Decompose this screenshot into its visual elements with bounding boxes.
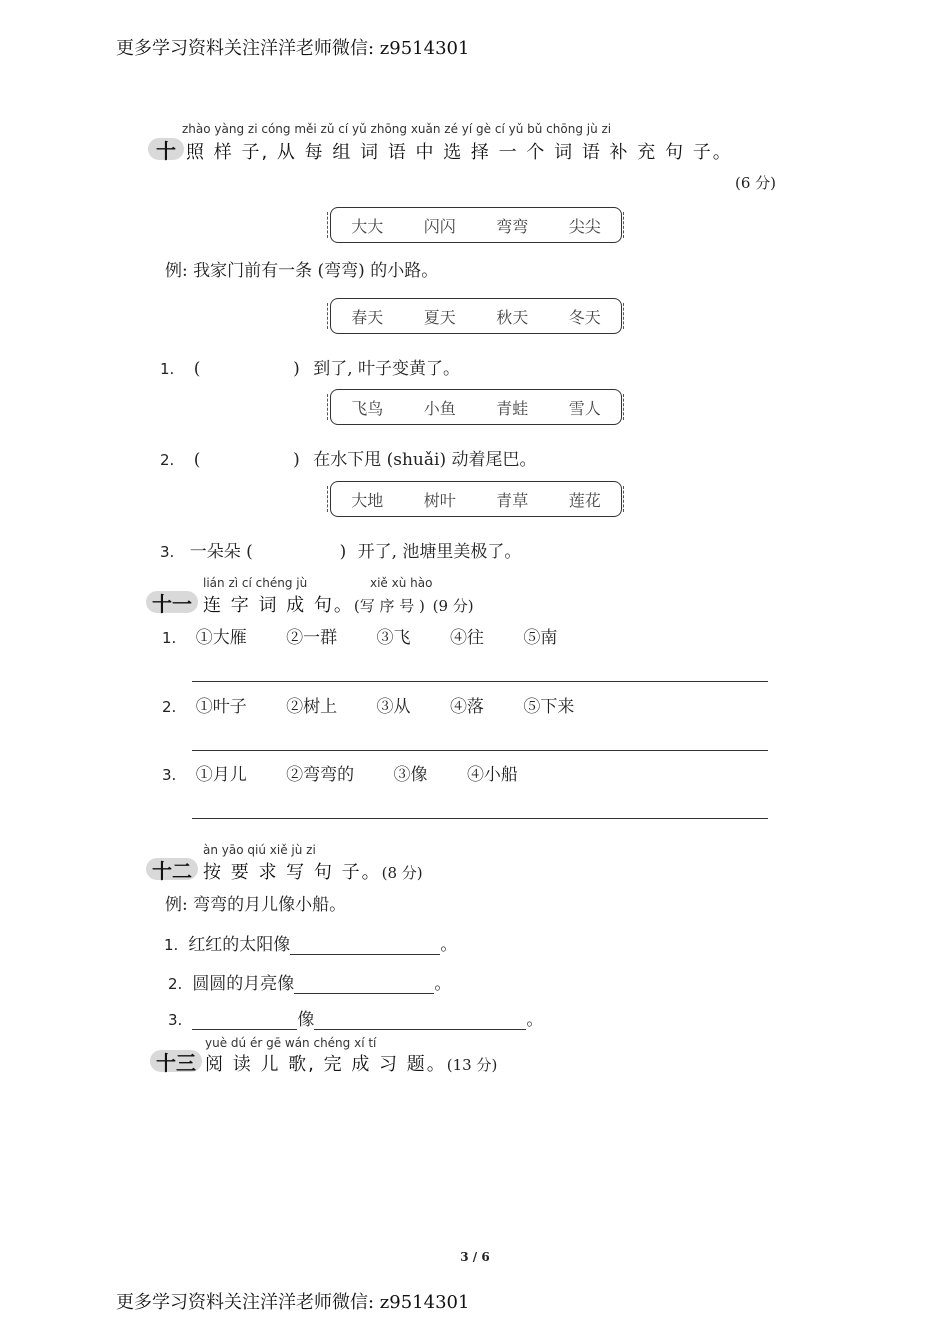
word-option: 闪闪 bbox=[423, 216, 456, 236]
section12-question-2: 2. 圆圆的月亮像 。 bbox=[168, 974, 452, 994]
word-option: 弯弯 bbox=[496, 216, 529, 236]
section12-badge: 十二 bbox=[146, 858, 198, 880]
footer-note: 更多学习资料关注洋洋老师微信: z9514301 bbox=[116, 1292, 470, 1313]
word-option: 冬天 bbox=[568, 307, 601, 327]
answer-blank[interactable] bbox=[294, 975, 434, 994]
word-box-3 bbox=[330, 481, 622, 517]
section12-title: 按 要 求 写 句 子。(8 分) bbox=[203, 862, 423, 883]
section11-badge: 十一 bbox=[146, 591, 198, 613]
section11-pinyin-b: xiě xù hào bbox=[370, 576, 433, 590]
section10-question-2: 2. ( ) 在水下甩 (shuǎi) 动着尾巴。 bbox=[160, 450, 537, 470]
section13-badge: 十三 bbox=[150, 1050, 202, 1072]
question-number: 1. bbox=[160, 360, 175, 378]
section11-question-1: 1. ①大雁 ②一群 ③飞 ④往 ⑤南 bbox=[162, 628, 558, 648]
answer-line-3[interactable] bbox=[192, 818, 768, 819]
word-option: 秋天 bbox=[496, 307, 529, 327]
section10-question-3: 3. 一朵朵 ( ) 开了, 池塘里美极了。 bbox=[160, 542, 522, 562]
answer-blank[interactable] bbox=[290, 936, 440, 955]
section10-score: (6 分) bbox=[735, 174, 777, 192]
section12-example: 例: 弯弯的月儿像小船。 bbox=[165, 895, 347, 915]
question-number: 3. bbox=[160, 543, 175, 561]
section13-title: 阅 读 儿 歌, 完 成 习 题。(13 分) bbox=[205, 1054, 498, 1075]
word-option: 青草 bbox=[496, 490, 529, 510]
word-option: 青蛙 bbox=[496, 398, 529, 418]
word-option: 飞鸟 bbox=[351, 398, 384, 418]
section11-title: 连 字 词 成 句。(写 序 号 ) (9 分) bbox=[203, 595, 474, 616]
word-option: 小鱼 bbox=[423, 398, 456, 418]
section11-question-3: 3. ①月儿 ②弯弯的 ③像 ④小船 bbox=[162, 765, 518, 785]
section11-pinyin-a: lián zì cí chéng jù bbox=[203, 576, 308, 590]
word-option: 尖尖 bbox=[568, 216, 601, 236]
answer-blank[interactable] bbox=[314, 1011, 526, 1030]
word-option: 春天 bbox=[351, 307, 384, 327]
question-number: 2. bbox=[160, 451, 175, 469]
answer-line-1[interactable] bbox=[192, 681, 768, 682]
section10-example: 例: 我家门前有一条 (弯弯) 的小路。 bbox=[165, 261, 439, 281]
section13-pinyin: yuè dú ér gē wán chéng xí tí bbox=[205, 1036, 377, 1050]
word-option: 树叶 bbox=[423, 490, 456, 510]
word-option: 大大 bbox=[351, 216, 384, 236]
section12-question-3: 3. 像 。 bbox=[168, 1010, 544, 1030]
section12-score: (8 分) bbox=[381, 864, 423, 882]
section11-score: (9 分) bbox=[432, 597, 474, 615]
page-number: 3 / 6 bbox=[460, 1250, 490, 1264]
answer-line-2[interactable] bbox=[192, 750, 768, 751]
section10-badge: 十 bbox=[148, 138, 184, 160]
section10-pinyin: zhào yàng zi cóng měi zǔ cí yǔ zhōng xuǎn zé yí gè cí yǔ bǔ chōng jù zi bbox=[182, 122, 612, 136]
word-box-example bbox=[330, 207, 622, 243]
section10-title: 照 样 子, 从 每 组 词 语 中 选 择 一 个 词 语 补 充 句 子。 bbox=[186, 142, 733, 163]
word-option: 雪人 bbox=[568, 398, 601, 418]
section11-question-2: 2. ①叶子 ②树上 ③从 ④落 ⑤下来 bbox=[162, 697, 575, 717]
header-note: 更多学习资料关注洋洋老师微信: z9514301 bbox=[116, 38, 470, 59]
section13-score: (13 分) bbox=[446, 1056, 498, 1074]
word-option: 莲花 bbox=[568, 490, 601, 510]
section10-question-1: 1. ( ) 到了, 叶子变黄了。 bbox=[160, 359, 461, 379]
word-option: 大地 bbox=[351, 490, 384, 510]
word-box-2 bbox=[330, 389, 622, 425]
section12-question-1: 1. 红红的太阳像 。 bbox=[164, 935, 458, 955]
word-option: 夏天 bbox=[423, 307, 456, 327]
section12-pinyin: àn yāo qiú xiě jù zi bbox=[203, 843, 316, 857]
answer-blank[interactable] bbox=[192, 1011, 297, 1030]
word-box-1 bbox=[330, 298, 622, 334]
